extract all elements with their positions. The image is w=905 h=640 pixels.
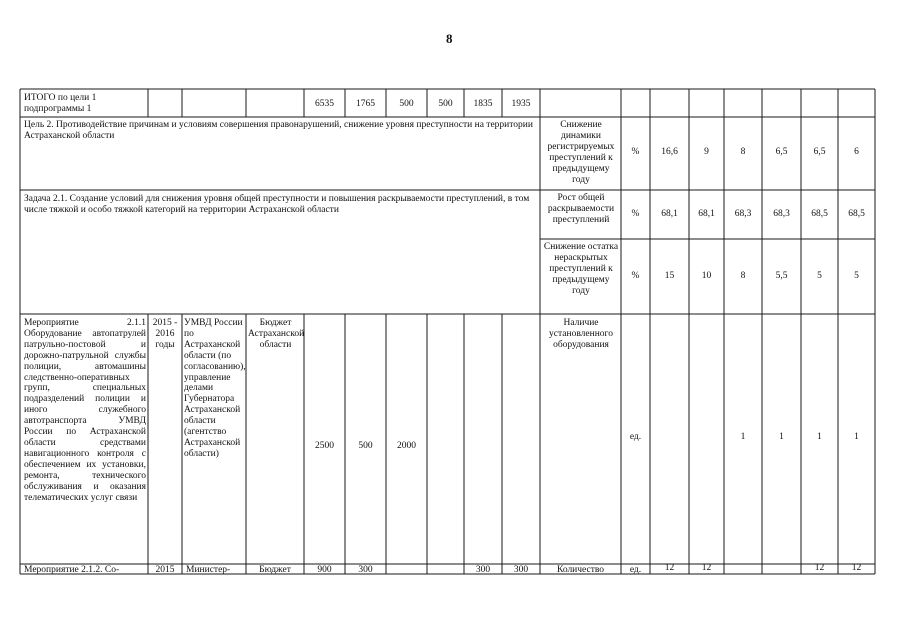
goal-2-value: 6,5 bbox=[775, 147, 788, 157]
goal-2-value: 16,6 bbox=[661, 147, 678, 157]
measure-2-1-2-executor: Министер- bbox=[186, 565, 231, 575]
measure-2-1-1-years: 2015 - 2016 годы bbox=[152, 318, 178, 350]
goal-2-value: 8 bbox=[740, 147, 746, 157]
task-2-1-value: 68,5 bbox=[848, 209, 865, 219]
task-2-1-value: 68,3 bbox=[734, 209, 752, 219]
measure-2-1-1-value: 1 bbox=[740, 432, 746, 442]
measure-2-1-2-value: 12 bbox=[664, 563, 675, 573]
page-number: 8 bbox=[446, 31, 453, 46]
goal-2-value: 6,5 bbox=[813, 147, 826, 157]
task-2-1-unit: % bbox=[631, 271, 640, 281]
task-2-1-text: Задача 2.1. Создание условий для снижения уровня общей преступности и повышения раскрываемости преступлений, в том числе тяжкой и особо тяжкой категорий на территории Астраханской области bbox=[24, 194, 530, 215]
total-row-label: ИТОГО по цели 1 подпрограммы 1 bbox=[24, 93, 97, 114]
measure-2-1-1-executor: УМВД России по Астраханской области (по согласованию), управление делами Губернатора Астраханской области (агентство Астраханской области) bbox=[184, 318, 246, 459]
task-2-1-value: 8 bbox=[740, 271, 746, 281]
measure-2-1-2-value: 12 bbox=[701, 563, 712, 573]
measure-2-1-2-amount: 300 bbox=[358, 565, 373, 575]
task-2-1-value: 68,5 bbox=[811, 209, 828, 219]
goal-2-unit: % bbox=[631, 147, 640, 157]
task-2-1-unit: % bbox=[631, 209, 640, 219]
measure-2-1-2-title: Мероприятие 2.1.2. Со- bbox=[24, 565, 120, 575]
task-2-1-indicator-2: Снижение остатка нераскрытых преступлений к предыдущему году bbox=[543, 242, 619, 296]
measure-2-1-1-value: 1 bbox=[779, 432, 784, 442]
task-2-1-indicator-1: Рост общей раскрываемости преступлений bbox=[547, 193, 615, 225]
task-2-1-value: 68,3 bbox=[773, 209, 790, 219]
measure-2-1-2-source: Бюджет bbox=[259, 565, 291, 575]
total-value: 6535 bbox=[315, 99, 334, 109]
goal-2-value: 6 bbox=[854, 147, 859, 157]
task-2-1-value: 5 bbox=[817, 271, 822, 281]
measure-2-1-2-indicator: Количество bbox=[556, 565, 605, 575]
task-2-1-value: 10 bbox=[701, 271, 712, 281]
total-value: 1765 bbox=[356, 99, 375, 109]
measure-2-1-2-amount: 900 bbox=[317, 565, 332, 575]
measure-2-1-1-amount: 2500 bbox=[315, 441, 334, 451]
goal-2-value: 9 bbox=[704, 147, 709, 157]
measure-2-1-1-source: Бюджет Астраханской области bbox=[248, 318, 305, 350]
measure-2-1-1-title: Мероприятие 2.1.1 Оборудование автопатрулей патрульно-постовой и дорожно-патрульной службы полиции, автомашины следственно-оперативных групп, специальных подразделений полиции и иного служебного автотранспорта УМВД России по Астраханской области средствами навигационного контроля с обеспечением их установки, ремонта, технического обслуживания и оказания телематических услуг связи bbox=[24, 318, 146, 503]
measure-2-1-2-year: 2015 bbox=[155, 565, 175, 575]
goal-2-text: Цель 2. Противодействие причинам и условиям совершения правонарушений, снижение уровня преступности на территории Астраханской области bbox=[24, 120, 533, 141]
goal-2-indicator: Снижение динамики регистрируемых преступлений к предыдущему году bbox=[547, 120, 615, 185]
measure-2-1-1-value: 1 bbox=[854, 432, 859, 442]
measure-2-1-2-amount: 300 bbox=[475, 565, 491, 575]
total-value: 1935 bbox=[511, 99, 531, 109]
task-2-1-value: 68,1 bbox=[661, 209, 678, 219]
total-value: 500 bbox=[438, 99, 453, 109]
measure-2-1-2-unit: ед. bbox=[629, 565, 642, 575]
total-value: 500 bbox=[399, 99, 414, 109]
task-2-1-value: 15 bbox=[664, 271, 675, 281]
total-value: 1835 bbox=[473, 99, 493, 109]
task-2-1-value: 68,1 bbox=[698, 209, 715, 219]
measure-2-1-1-amount: 2000 bbox=[397, 441, 416, 451]
measure-2-1-2-value: 12 bbox=[814, 563, 825, 573]
measure-2-1-2-value: 12 bbox=[851, 563, 862, 573]
measure-2-1-1-value: 1 bbox=[817, 432, 822, 442]
measure-2-1-1-amount: 500 bbox=[358, 441, 373, 451]
measure-2-1-1-unit: ед. bbox=[629, 432, 642, 442]
measure-2-1-1-indicator: Наличие установленного оборудования bbox=[549, 318, 613, 350]
measure-2-1-2-amount: 300 bbox=[513, 565, 529, 575]
task-2-1-value: 5,5 bbox=[775, 271, 788, 281]
task-2-1-value: 5 bbox=[854, 271, 859, 281]
